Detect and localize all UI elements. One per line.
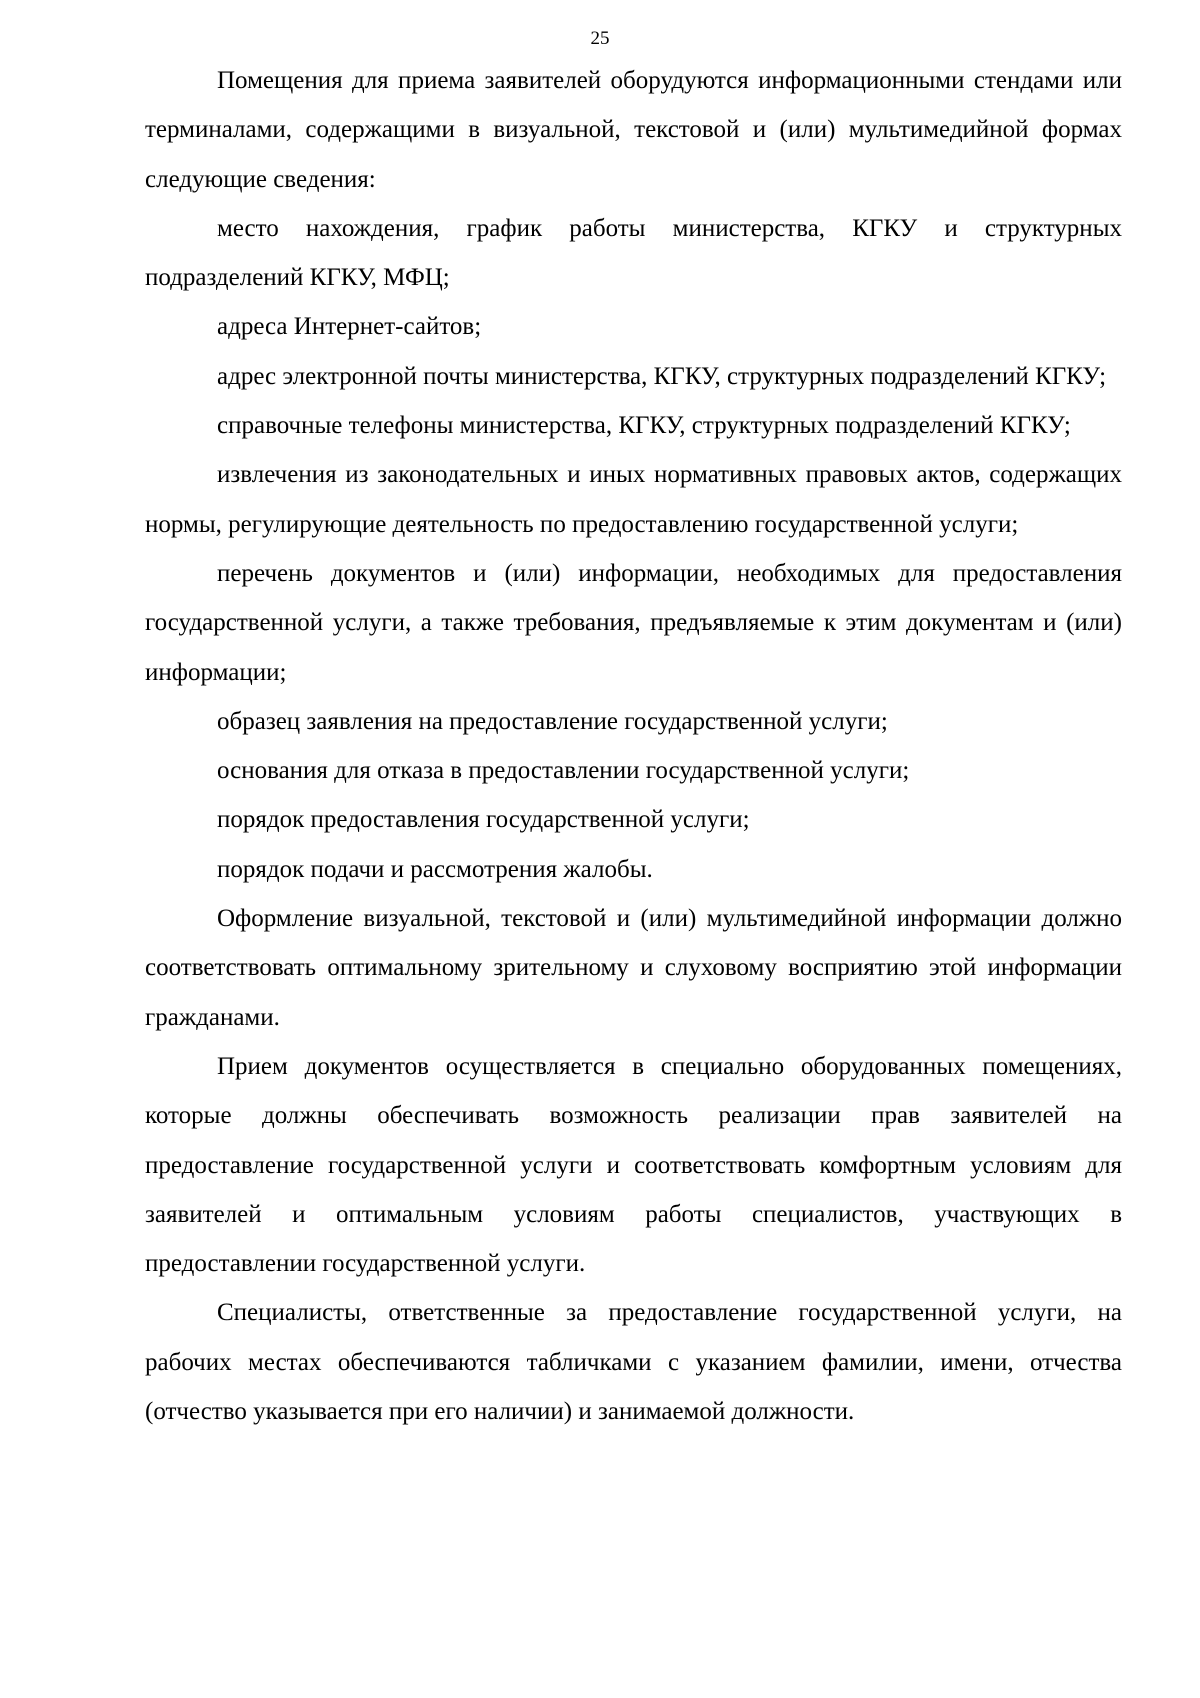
paragraph-info-design: Оформление визуальной, текстовой и (или) мультимедийной информации должно соответствовать оптимальному зрительному и слуховому восприятию этой информации гражданами. bbox=[145, 905, 1122, 1031]
paragraph-specialists-nameplates: Специалисты, ответственные за предоставление государственной услуги, на рабочих местах обеспечиваются табличками с указанием фамилии, имени, отчества (отчество указывается при его наличии) и занимаемой должности. bbox=[145, 1299, 1122, 1426]
paragraph-document-reception: Прием документов осуществляется в специально оборудованных помещениях, которые должны обеспечивать возможность реализации прав заявителей на предоставление государственной услуги и соответствовать комфортным условиям для заявителей и оптимальным условиям работы специалистов, участвующих в предоставлении государственной услуги. bbox=[145, 1052, 1122, 1278]
list-item-legal-extracts: извлечения из законодательных и иных нормативных правовых актов, содержащих нормы, регулирующие деятельность по предоставлению государственной услуги; bbox=[145, 461, 1122, 538]
page-number: 25 bbox=[590, 28, 610, 49]
list-item-phones: справочные телефоны министерства, КГКУ, структурных подразделений КГКУ; bbox=[217, 412, 1071, 440]
list-item-document-list: перечень документов и (или) информации, необходимых для предоставления государственной услуги, а также требования, предъявляемые к этим документам и (или) информации; bbox=[145, 559, 1122, 686]
list-item-complaint-procedure: порядок подачи и рассмотрения жалобы. bbox=[217, 855, 653, 883]
list-item-websites: адреса Интернет-сайтов; bbox=[217, 313, 482, 341]
document-body bbox=[145, 56, 1122, 1436]
list-item-email: адрес электронной почты министерства, КГКУ, структурных подразделений КГКУ; bbox=[217, 362, 1107, 390]
list-item-application-sample: образец заявления на предоставление государственной услуги; bbox=[217, 707, 888, 735]
list-item-refusal-grounds: основания для отказа в предоставлении государственной услуги; bbox=[217, 757, 910, 785]
paragraph-info-stands: Помещения для приема заявителей оборудуются информационными стендами или терминалами, содержащими в визуальной, текстовой и (или) мультимедийной формах следующие сведения: bbox=[145, 67, 1122, 193]
list-item-location-schedule: место нахождения, график работы министерства, КГКУ и структурных подразделений КГКУ, МФЦ; bbox=[145, 214, 1122, 292]
list-item-service-procedure: порядок предоставления государственной услуги; bbox=[217, 806, 750, 834]
